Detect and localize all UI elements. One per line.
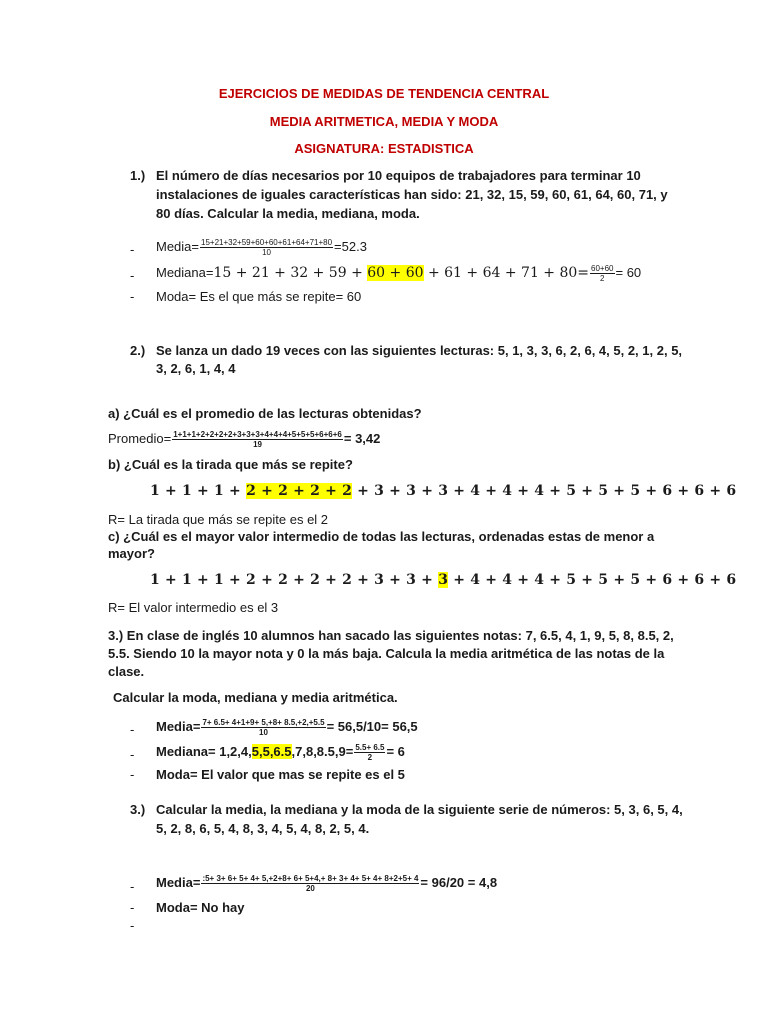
- ex3-mediana-fraction: [354, 743, 385, 762]
- ex2-promedio-denominator: 19: [253, 440, 262, 450]
- ex1-media-label: Media=: [156, 239, 199, 254]
- document-title: EJERCICIOS DE MEDIDAS DE TENDENCIA CENTRAL: [218, 86, 550, 101]
- ex1-statement-line2: instalaciones de iguales características han sido: 21, 32, 15, 59, 60, 61, 64, 60, 71, y: [156, 187, 668, 202]
- ex1-mediana-sum-highlight: 60 + 60: [367, 265, 424, 281]
- ex4-media-label: Media=: [156, 875, 201, 890]
- ex1-media-denominator: 10: [262, 248, 271, 258]
- ex1-statement-line1: El número de días necesarios por 10 equipos de trabajadores para terminar 10: [156, 168, 641, 183]
- ex2-statement-line2: 3, 2, 6, 1, 4, 4: [156, 361, 236, 376]
- ex1-media-numerator: 15+21+32+59+60+60+61+64+71+80: [201, 238, 333, 248]
- ex3-media-numerator: 7+ 6.5+ 4+1+9+ 5,+8+ 8.5,+2,+5.5: [202, 718, 325, 728]
- ex2-seq2-highlight: 3: [438, 572, 449, 588]
- ex4-media-bullet: -: [130, 879, 135, 894]
- ex2-seq2-post: + 4 + 4 + 4 + 5 + 5 + 5 + 6 + 6 + 6: [448, 572, 737, 588]
- ex1-media-result: =52.3: [334, 239, 367, 254]
- ex1-mediana-sum-pre: 15 + 21 + 32 + 59 +: [213, 265, 368, 281]
- ex3-media-bullet: -: [130, 722, 135, 737]
- ex3-media-label: Media=: [156, 719, 201, 734]
- ex1-mediana-label: Mediana=: [156, 265, 214, 280]
- ex1-mediana-sum-post: + 61 + 64 + 71 + 80=: [423, 265, 590, 281]
- ex2-promedio-label: Promedio=: [108, 431, 172, 446]
- ex4-empty-bullet: -: [130, 918, 135, 933]
- ex2-number: 2.): [130, 343, 146, 358]
- ex4-media-numerator: :5+ 3+ 6+ 5+ 4+ 5,+2+8+ 6+ 5+4,+ 8+ 3+ 4+ 5+ 4+ 8+2+5+ 4: [202, 874, 419, 884]
- ex2-answer-b: R= La tirada que más se repite es el 2: [108, 512, 329, 527]
- ex3-media-line: [156, 716, 418, 738]
- ex2-question-c-line2: mayor?: [108, 546, 155, 561]
- ex1-mediana-line: [156, 262, 641, 284]
- ex2-promedio-numerator: 1+1+1+2+2+2+2+3+3+3+4+4+4+5+5+5+6+6+6: [173, 430, 342, 440]
- ex3-media-denominator: 10: [259, 728, 268, 738]
- ex4-media-line: [156, 872, 497, 894]
- ex4-media-fraction: [201, 874, 419, 893]
- ex2-seq1-pre: 1 + 1 + 1 +: [150, 483, 247, 499]
- ex3-statement-line3: clase.: [108, 664, 145, 679]
- ex4-media-denominator: 20: [305, 884, 315, 894]
- ex1-mediana-numerator: 60+60: [591, 264, 614, 274]
- ex4-number: 3.): [130, 802, 146, 817]
- ex2-question-a: a) ¿Cuál es el promedio de las lecturas obtenidas?: [108, 406, 422, 421]
- ex1-media-fraction: [200, 238, 333, 257]
- ex3-mediana-result: = 6: [386, 744, 405, 759]
- ex3-statement-line1: 3.) En clase de inglés 10 alumnos han sacado las siguientes notas: 7, 6.5, 4, 1, 9, 5, 8, 8.5, 2,: [108, 628, 674, 643]
- ex3-moda: Moda= El valor que mas se repite es el 5: [156, 767, 405, 782]
- ex1-mediana-bullet: -: [130, 268, 135, 283]
- ex1-media-line: [156, 236, 367, 258]
- ex3-moda-bullet: -: [130, 767, 135, 782]
- ex1-statement-line3: 80 días. Calcular la media, mediana, moda.: [156, 206, 420, 221]
- ex3-mediana-numerator: 5.5+ 6.5: [355, 743, 385, 753]
- ex2-seq1-highlight: 2 + 2 + 2 + 2: [246, 483, 353, 499]
- subject-line: ASIGNATURA: ESTADISTICA: [294, 141, 474, 156]
- ex1-moda-bullet: -: [130, 289, 135, 304]
- ex4-moda: Moda= No hay: [156, 900, 245, 915]
- ex2-sequence-b: [150, 483, 736, 499]
- ex4-media-result: = 96/20 = 4,8: [420, 875, 498, 890]
- ex2-promedio-result: = 3,42: [343, 431, 381, 446]
- ex2-question-c-line1: c) ¿Cuál es el mayor valor intermedio de todas las lecturas, ordenadas estas de menor a: [108, 529, 655, 544]
- ex1-mediana-fraction: [590, 264, 614, 283]
- ex2-question-b: b) ¿Cuál es la tirada que más se repite?: [108, 457, 353, 472]
- ex1-number: 1.): [130, 168, 146, 183]
- ex2-answer-c: R= El valor intermedio es el 3: [108, 600, 279, 615]
- ex1-mediana-denominator: 2: [600, 274, 605, 284]
- ex2-seq1-post: + 3 + 3 + 3 + 4 + 4 + 4 + 5 + 5 + 5 + 6 + 6 + 6: [352, 483, 737, 499]
- ex3-media-fraction: [201, 718, 325, 737]
- ex3-mediana-highlight: 5,5,6.5: [251, 744, 292, 759]
- ex3-mediana-denominator: 2: [367, 753, 373, 763]
- ex3-media-result: = 56,5/10= 56,5: [326, 719, 418, 734]
- ex4-statement-line1: Calcular la media, la mediana y la moda de la siguiente serie de números: 5, 3, 6, 5, 4,: [156, 802, 683, 817]
- ex2-promedio-fraction: [172, 430, 343, 449]
- ex1-mediana-result: = 60: [615, 265, 642, 280]
- ex3-mediana-label: Mediana= 1,2,4,: [156, 744, 252, 759]
- ex3-mediana-post: ,7,8,8.5,9=: [291, 744, 354, 759]
- ex3-mediana-bullet: -: [130, 747, 135, 762]
- ex4-statement-line2: 5, 2, 8, 6, 5, 4, 8, 3, 4, 5, 4, 8, 2, 5, 4.: [156, 821, 370, 836]
- ex1-media-bullet: -: [130, 242, 135, 257]
- ex3-mediana-line: [156, 741, 405, 763]
- ex1-moda: Moda= Es el que más se repite= 60: [156, 289, 362, 304]
- ex2-statement-line1: Se lanza un dado 19 veces con las siguientes lecturas: 5, 1, 3, 3, 6, 2, 6, 4, 5, 2, 1, 2, 5,: [156, 343, 683, 358]
- document-subtitle: MEDIA ARITMETICA, MEDIA Y MODA: [269, 114, 499, 129]
- ex2-seq2-pre: 1 + 1 + 1 + 2 + 2 + 2 + 2 + 3 + 3 +: [150, 572, 439, 588]
- ex2-sequence-c: [150, 572, 736, 588]
- ex2-promedio-line: [108, 428, 380, 450]
- ex3-statement-line2: 5.5. Siendo 10 la mayor nota y 0 la más baja. Calcula la media aritmética de las notas de la: [108, 646, 665, 661]
- ex3-task: Calcular la moda, mediana y media aritmética.: [113, 690, 398, 705]
- ex4-moda-bullet: -: [130, 900, 135, 915]
